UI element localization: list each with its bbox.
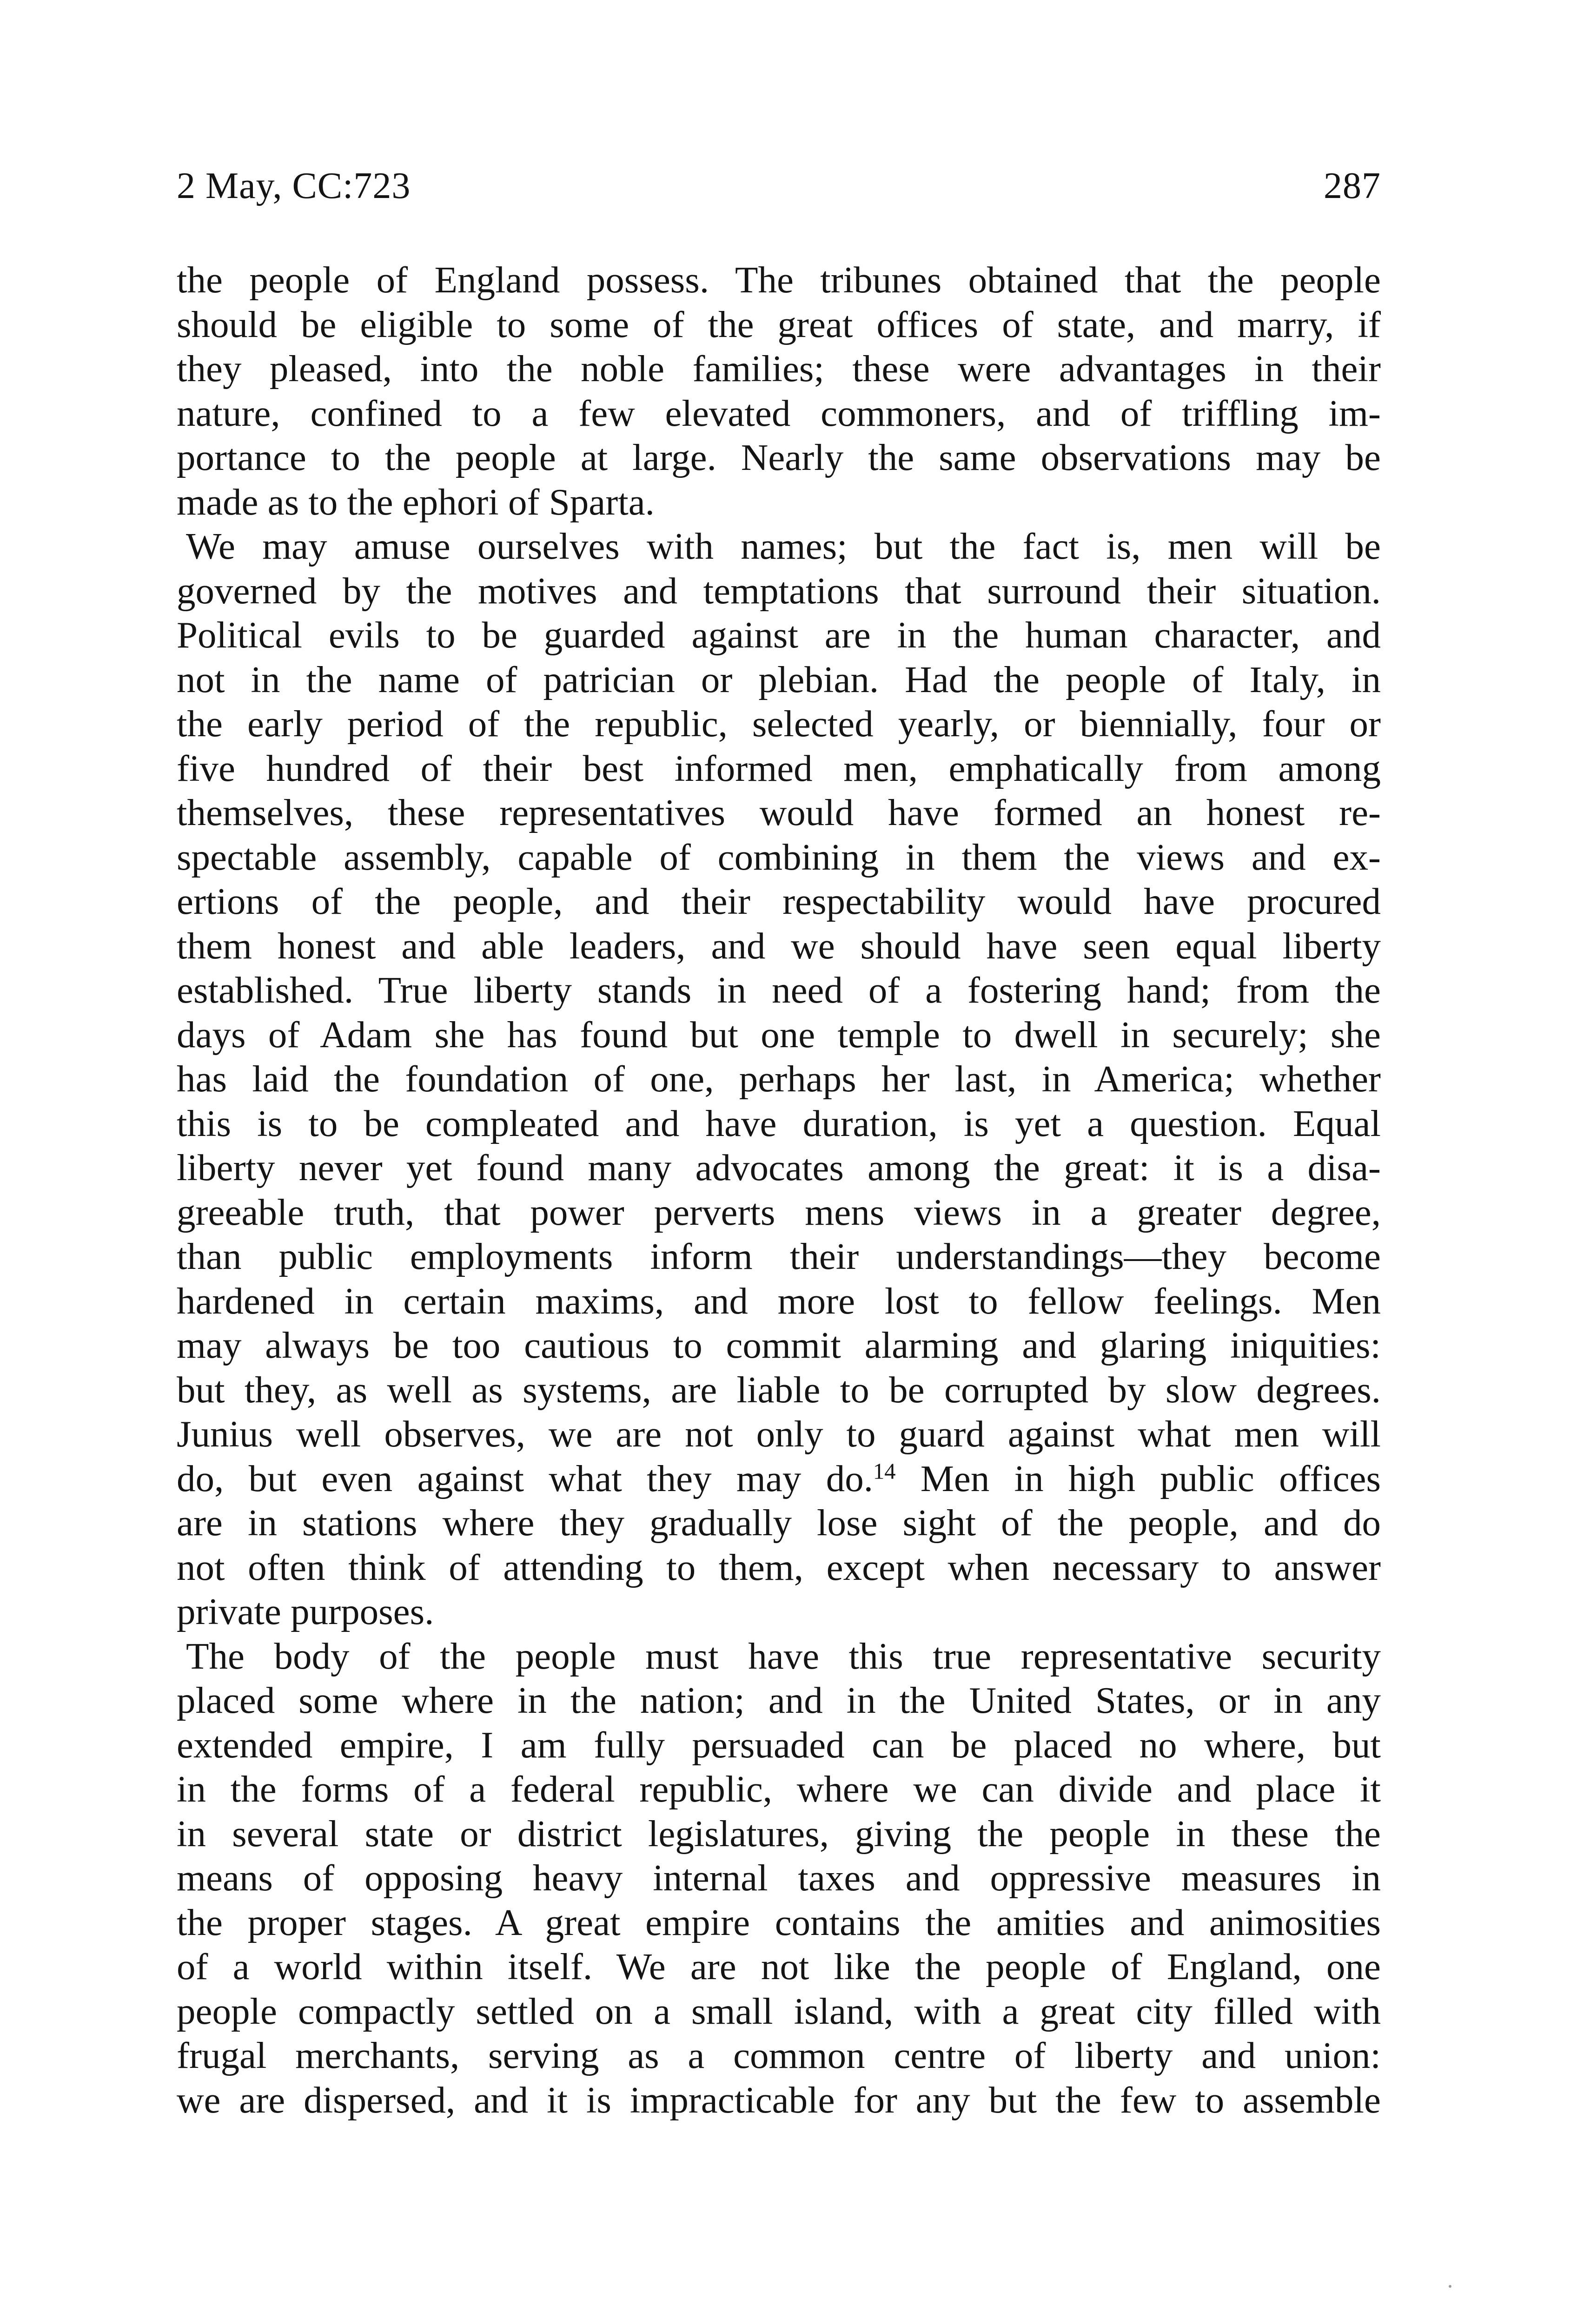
text-line: they pleased, into the noble families; these were advantages in their	[177, 348, 1381, 390]
text-line: them honest and able leaders, and we should have seen equal liberty	[177, 924, 1381, 967]
text-line: should be eligible to some of the great offices of state, and marry, if	[177, 303, 1381, 345]
text-line: but they, as well as systems, are liable to be corrupted by slow degrees.	[177, 1368, 1381, 1411]
text-line: portance to the people at large. Nearly the same observations may be	[177, 436, 1381, 478]
text-line: in several state or district legislatures, giving the people in these the	[177, 1812, 1381, 1855]
page-number: 287	[1324, 165, 1381, 206]
text-line: the proper stages. A great empire contains the amities and animosities	[177, 1901, 1381, 1943]
text-line: may always be too cautious to commit alarming and glaring iniquities:	[177, 1324, 1381, 1366]
text-line-with-footnote	[177, 1457, 1381, 1501]
text-line: of a world within itself. We are not like the people of England, one	[177, 1946, 1381, 1987]
footnote-reference: 14	[873, 1458, 896, 1484]
text-line: hardened in certain maxims, and more lost to fellow feelings. Men	[177, 1280, 1381, 1322]
text-line: are in stations where they gradually lose sight of the people, and do	[177, 1502, 1381, 1544]
text-fragment: do, but even against what they may do.	[177, 1457, 873, 1499]
text-line: extended empire, I am fully persuaded can be placed no where, but	[177, 1723, 1381, 1766]
text-line: five hundred of their best informed men, emphatically from among	[177, 747, 1381, 789]
text-line: governed by the motives and temptations that surround their situation.	[177, 569, 1381, 612]
text-line: established. True liberty stands in need of a fostering hand; from the	[177, 969, 1381, 1011]
text-line: ertions of the people, and their respectability would have procured	[177, 880, 1381, 922]
text-line: days of Adam she has found but one temple to dwell in securely; she	[177, 1013, 1381, 1056]
running-head-citation: 2 May, CC:723	[177, 165, 411, 206]
text-line: not often think of attending to them, except when necessary to answer	[177, 1546, 1381, 1588]
text-line: than public employments inform their understandings—they become	[177, 1235, 1381, 1277]
text-fragment: Men in high public offices	[895, 1457, 1381, 1499]
text-line: has laid the foundation of one, perhaps her last, in America; whether	[177, 1058, 1381, 1100]
text-line: placed some where in the nation; and in the United States, or in any	[177, 1679, 1381, 1721]
text-line: we are dispersed, and it is impracticable for any but the few to assemble	[177, 2079, 1381, 2121]
text-line: spectable assembly, capable of combining in them the views and ex-	[177, 836, 1381, 878]
text-line: made as to the ephori of Sparta.	[177, 481, 655, 523]
text-line: means of opposing heavy internal taxes and oppressive measures in	[177, 1857, 1381, 1899]
text-line: not in the name of patrician or plebian. Had the people of Italy, in	[177, 658, 1381, 700]
running-head	[177, 160, 1381, 211]
text-line: greeable truth, that power perverts mens views in a greater degree,	[177, 1191, 1381, 1233]
scan-speck	[1449, 2285, 1451, 2288]
text-line: private purposes.	[177, 1591, 434, 1632]
text-line: nature, confined to a few elevated commoners, and of triffling im-	[177, 392, 1381, 434]
text-line: themselves, these representatives would have formed an honest re-	[177, 792, 1381, 833]
text-line: in the forms of a federal republic, where we can divide and place it	[177, 1768, 1381, 1810]
text-line: liberty never yet found many advocates among the great: it is a disa-	[177, 1147, 1381, 1188]
text-line: Junius well observes, we are not only to guard against what men will	[177, 1413, 1381, 1455]
text-line: frugal merchants, serving as a common centre of liberty and union:	[177, 2034, 1381, 2076]
text-line: The body of the people must have this true representative security	[186, 1635, 1381, 1677]
text-line: We may amuse ourselves with names; but the fact is, men will be	[186, 525, 1381, 567]
text-line: people compactly settled on a small island, with a great city filled with	[177, 1990, 1381, 2032]
body-text	[177, 258, 1381, 2122]
text-line: Political evils to be guarded against are in the human character, and	[177, 614, 1381, 656]
text-line: the people of England possess. The tribunes obtained that the people	[177, 259, 1381, 301]
text-line: this is to be compleated and have duration, is yet a question. Equal	[177, 1102, 1381, 1144]
text-line: the early period of the republic, selected yearly, or biennially, four or	[177, 703, 1381, 745]
